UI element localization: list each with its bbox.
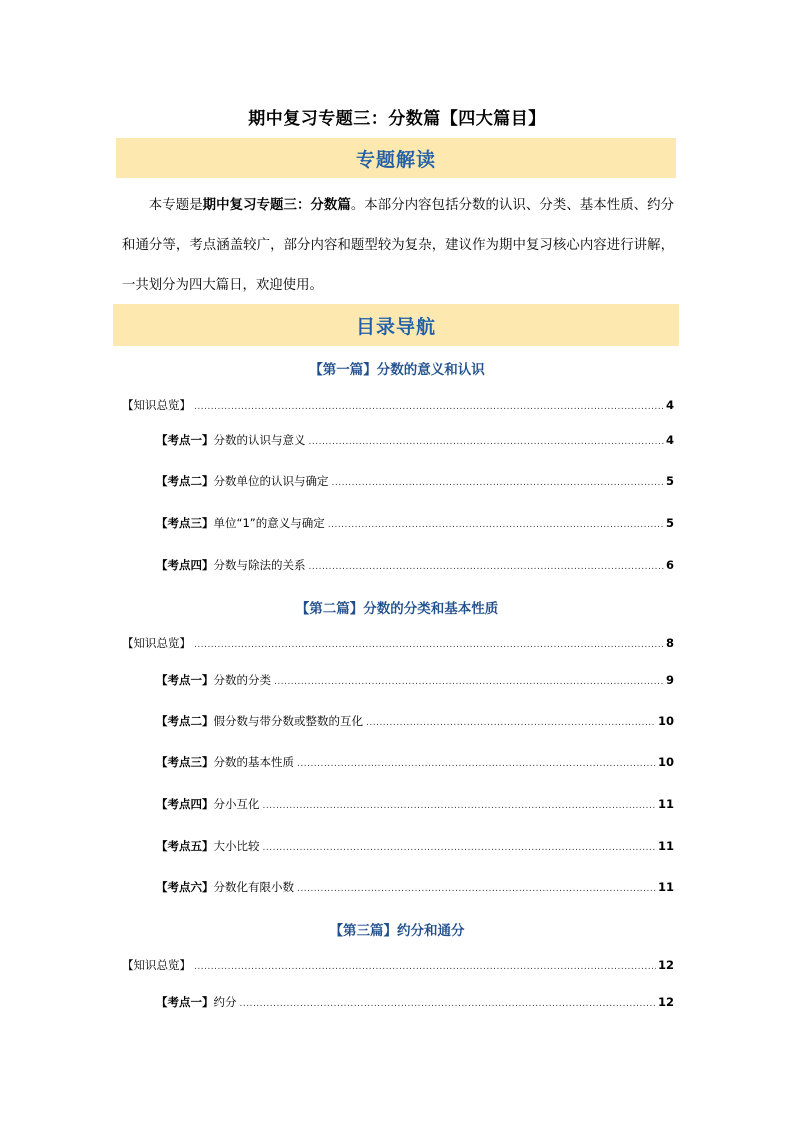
toc-page: 9 xyxy=(665,673,674,687)
toc-entry[interactable] xyxy=(156,557,674,573)
toc-tag: 【考点四】 xyxy=(156,797,214,811)
toc-page: 11 xyxy=(657,797,674,811)
toc-label: 分数的分类 xyxy=(213,673,271,687)
toc-leader xyxy=(263,844,656,853)
toc-leader xyxy=(240,1000,656,1009)
toc-page: 11 xyxy=(657,880,674,894)
section-title: 目录导航 xyxy=(355,315,436,338)
toc-tag: 【考点一】 xyxy=(156,673,214,687)
toc-tag: 【考点一】 xyxy=(156,995,214,1009)
toc-page: 5 xyxy=(665,516,674,530)
toc-tag: 【考点六】 xyxy=(156,880,214,894)
part-title: 【第二篇】分数的分类和基本性质 xyxy=(295,601,499,617)
section-title: 专题解读 xyxy=(355,148,436,171)
toc-page: 12 xyxy=(657,958,674,972)
toc-label: 【知识总览】 xyxy=(122,958,191,972)
toc-entry[interactable] xyxy=(156,879,674,895)
toc-leader xyxy=(309,438,664,447)
toc-page: 10 xyxy=(657,714,674,728)
toc-page: 5 xyxy=(665,474,674,488)
toc-label: 约分 xyxy=(213,995,237,1009)
toc-label: 分数单位的认识与确定 xyxy=(213,474,329,488)
toc-entry[interactable] xyxy=(156,754,674,770)
toc-label: 分小互化 xyxy=(213,797,260,811)
toc-entry[interactable] xyxy=(156,994,674,1010)
toc-entry-overview[interactable] xyxy=(122,397,674,413)
toc-label: 假分数与带分数或整数的互化 xyxy=(213,714,363,728)
toc-page: 11 xyxy=(657,839,674,853)
toc-tag: 【考点五】 xyxy=(156,839,214,853)
toc-leader xyxy=(194,641,664,650)
toc-entry[interactable] xyxy=(156,515,674,531)
toc-page: 12 xyxy=(657,995,674,1009)
toc-label: 分数的基本性质 xyxy=(213,755,294,769)
toc-label: 【知识总览】 xyxy=(122,398,191,412)
toc-entry[interactable] xyxy=(156,713,674,729)
toc-entry[interactable] xyxy=(156,432,674,448)
toc-label: 分数与除法的关系 xyxy=(213,558,306,572)
toc-label: 单位“1”的意义与确定 xyxy=(213,516,325,530)
part-title: 【第三篇】约分和通分 xyxy=(329,923,465,939)
intro-paragraph xyxy=(122,186,674,306)
toc-leader xyxy=(297,760,656,769)
toc-tag: 【考点二】 xyxy=(156,474,214,488)
toc-leader xyxy=(328,521,664,530)
toc-leader xyxy=(263,802,656,811)
toc-leader xyxy=(274,678,664,687)
toc-tag: 【考点一】 xyxy=(156,433,214,447)
toc-label: 分数化有限小数 xyxy=(213,880,294,894)
toc-page: 4 xyxy=(665,398,674,412)
toc-tag: 【考点二】 xyxy=(156,714,214,728)
toc-label: 【知识总览】 xyxy=(122,636,191,650)
toc-page: 10 xyxy=(657,755,674,769)
section-header-toc xyxy=(113,304,679,346)
toc-page: 8 xyxy=(665,636,674,650)
toc-entry-overview[interactable] xyxy=(122,957,674,973)
toc-leader xyxy=(194,403,664,412)
toc-tag: 【考点三】 xyxy=(156,755,214,769)
toc-entry[interactable] xyxy=(156,672,674,688)
toc-leader xyxy=(332,479,664,488)
toc-entry[interactable] xyxy=(156,796,674,812)
toc-page: 4 xyxy=(665,433,674,447)
intro-lead: 本专题是 xyxy=(148,198,203,213)
toc-leader xyxy=(297,885,656,894)
toc-entry[interactable] xyxy=(156,473,674,489)
toc-leader xyxy=(309,563,664,572)
page-title: 期中复习专题三：分数篇【四大篇目】 xyxy=(248,109,546,129)
toc-entry[interactable] xyxy=(156,838,674,854)
toc-leader xyxy=(366,719,656,728)
part-title: 【第一篇】分数的意义和认识 xyxy=(309,362,485,378)
intro-rest: 。本部分内容包括分数的认识、分类、基本性质、约分和通分等，考点涵盖较广，部分内容和题型较为复杂，建议作为期中复习核心内容进行讲解，一共划分为四大篇日，欢迎使用。 xyxy=(122,198,674,293)
toc-tag: 【考点三】 xyxy=(156,516,214,530)
toc-leader xyxy=(194,963,656,972)
toc-entry-overview[interactable] xyxy=(122,635,674,651)
toc-page: 6 xyxy=(665,558,674,572)
section-header-intro xyxy=(116,138,676,178)
toc-label: 大小比较 xyxy=(213,839,260,853)
toc-tag: 【考点四】 xyxy=(156,558,214,572)
intro-bold: 期中复习专题三：分数篇 xyxy=(202,198,351,213)
toc-label: 分数的认识与意义 xyxy=(213,433,306,447)
